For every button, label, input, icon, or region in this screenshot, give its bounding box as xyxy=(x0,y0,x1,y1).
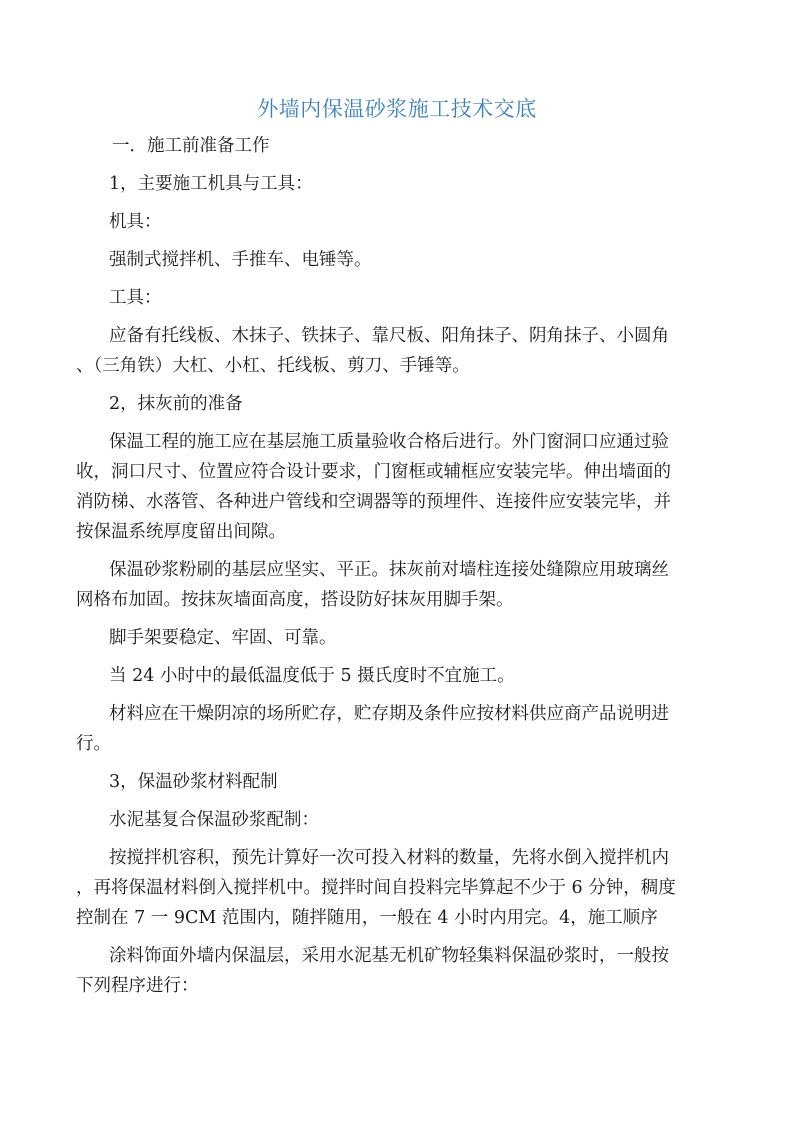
text-line: 按保温系统厚度留出间隙。 xyxy=(76,522,286,542)
subsection-heading: 2，抹灰前的准备 xyxy=(109,394,243,414)
text-line: 控制在 7 一 9CM 范围内，随拌随用，一般在 4 小时内用完。4，施工顺序 xyxy=(76,908,658,928)
text-line: 按搅拌机容积，预先计算好一次可投入材料的数量，先将水倒入搅拌机内 xyxy=(109,848,669,868)
text-line: 保温砂浆粉刷的基层应坚实、平正。抹灰前对墙柱连接处缝隙应用玻璃丝 xyxy=(109,560,669,580)
section-heading: 一．施工前准备工作 xyxy=(112,136,270,156)
text-line: 保温工程的施工应在基层施工质量验收合格后进行。外门窗洞口应通过验 xyxy=(109,432,669,452)
text-line: 材料应在干燥阴凉的场所贮存，贮存期及条件应按材料供应商产品说明进 xyxy=(109,704,669,724)
text-line: 应备有托线板、木抹子、铁抹子、靠尺板、阳角抹子、阴角抹子、小圆角 xyxy=(109,326,669,346)
paragraph xyxy=(76,941,714,1001)
subsection-heading: 1，主要施工机具与工具： xyxy=(109,174,313,194)
paragraph xyxy=(76,555,714,615)
paragraph xyxy=(76,699,714,759)
paragraph xyxy=(76,321,714,381)
text-line: 收，洞口尺寸、位置应符合设计要求，门窗框或辅框应安装完毕。伸出墙面的 xyxy=(76,462,671,482)
document-body xyxy=(76,131,714,1001)
paragraph xyxy=(76,427,714,547)
text-line: 、（三角铁）大杠、小杠、托线板、剪刀、手锤等。 xyxy=(76,356,470,376)
text-line: 机具： xyxy=(109,212,162,232)
text-line: ，再将保温材料倒入搅拌机中。搅拌时间自投料完毕算起不少于 6 分钟，稠度 xyxy=(76,878,676,898)
text-line: 下列程序进行： xyxy=(76,976,199,996)
text-line: 工具： xyxy=(109,288,162,308)
text-line: 当 24 小时中的最低温度低于 5 摄氏度时不宜施工。 xyxy=(109,666,515,686)
text-line: 强制式搅拌机、手推车、电锤等。 xyxy=(109,250,372,270)
document-title: 外墙内保温砂浆施工技术交底 xyxy=(257,97,537,121)
paragraph xyxy=(76,843,714,933)
subsection-heading: 3，保温砂浆材料配制 xyxy=(109,772,278,792)
text-line: 行。 xyxy=(76,734,111,754)
text-line: 消防梯、水落管、各种进户管线和空调器等的预埋件、连接件应安装完毕，并 xyxy=(76,492,671,512)
text-line: 水泥基复合保温砂浆配制： xyxy=(109,810,319,830)
text-line: 脚手架要稳定、牢固、可靠。 xyxy=(109,628,337,648)
text-line: 网格布加固。按抹灰墙面高度，搭设防好抹灰用脚手架。 xyxy=(76,590,514,610)
text-line: 涂料饰面外墙内保温层，采用水泥基无机矿物轻集料保温砂浆时，一般按 xyxy=(109,946,669,966)
